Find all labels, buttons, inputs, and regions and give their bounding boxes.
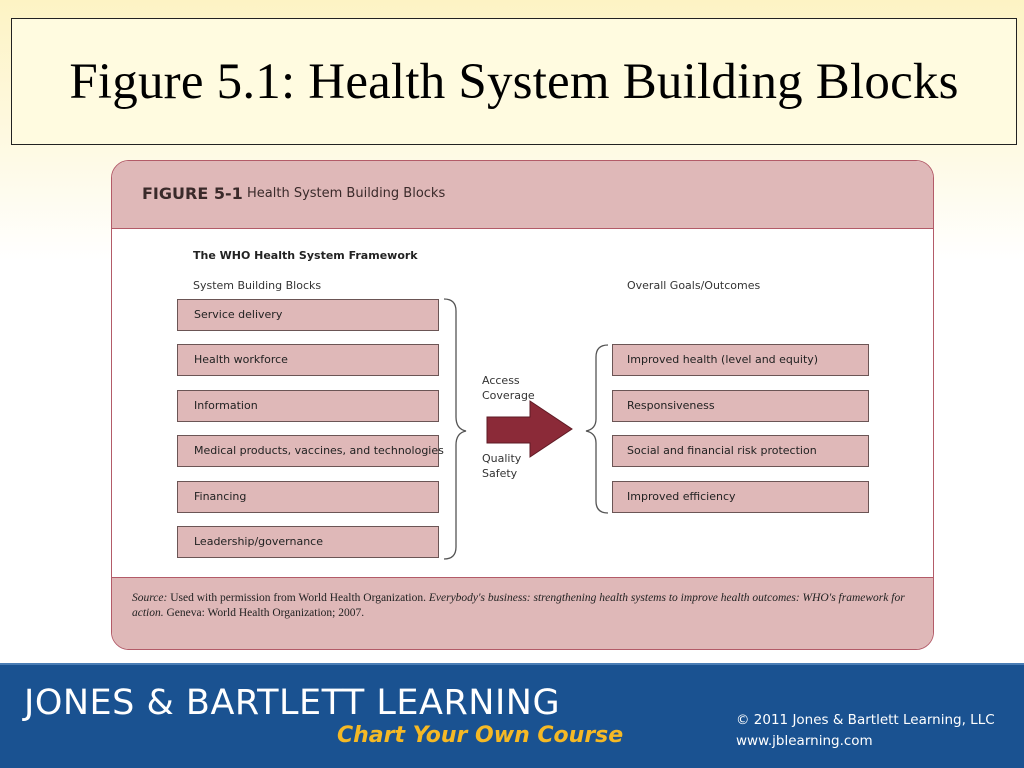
source-title: Everybody's business: strengthening health systems to improve health outcomes: WHO's framework for action. <box>132 592 905 619</box>
label-quality: Quality <box>482 452 522 465</box>
goal-improved-efficiency: Improved efficiency <box>612 481 869 513</box>
goal-risk-protection: Social and financial risk protection <box>612 435 869 467</box>
publisher-banner <box>0 663 1024 768</box>
label-safety: Safety <box>482 467 518 480</box>
website-text: www.jblearning.com <box>736 733 873 749</box>
label-access: Access <box>482 374 520 387</box>
source-prefix: Source: <box>132 592 168 604</box>
publisher-tagline: Chart Your Own Course <box>337 723 624 748</box>
goals-heading: Overall Goals/Outcomes <box>627 279 761 292</box>
arrow-label-top <box>482 373 535 403</box>
figure-panel <box>111 160 934 650</box>
source-text-1: Used with permission from World Health Organization. <box>167 592 429 604</box>
building-block-service-delivery: Service delivery <box>177 299 439 331</box>
slide-title-box <box>11 18 1017 145</box>
label-coverage: Coverage <box>482 389 535 402</box>
right-brace <box>586 345 608 513</box>
goal-improved-health: Improved health (level and equity) <box>612 344 869 376</box>
building-block-information: Information <box>177 390 439 422</box>
figure-caption: Health System Building Blocks <box>247 186 446 201</box>
arrow-label-bottom <box>482 451 521 481</box>
building-blocks-heading: System Building Blocks <box>193 279 322 292</box>
source-text-2: Geneva: World Health Organization; 2007. <box>163 607 365 619</box>
arrow-icon <box>487 401 572 457</box>
source-citation <box>132 591 917 621</box>
building-block-financing: Financing <box>177 481 439 513</box>
slide-title: Figure 5.1: Health System Building Blocks <box>69 53 959 110</box>
figure-label: FIGURE 5-1 <box>142 184 243 203</box>
building-block-medical-products: Medical products, vaccines, and technologies <box>177 435 439 467</box>
left-brace <box>444 299 466 559</box>
banner-divider <box>0 663 1024 665</box>
figure-footer <box>112 577 933 649</box>
copyright-text: © 2011 Jones & Bartlett Learning, LLC <box>736 712 995 728</box>
publisher-logo-text: JONES & BARTLETT LEARNING <box>24 683 561 723</box>
building-block-leadership: Leadership/governance <box>177 526 439 558</box>
framework-title: The WHO Health System Framework <box>193 249 418 262</box>
building-block-health-workforce: Health workforce <box>177 344 439 376</box>
copyright-block <box>736 710 995 752</box>
goal-responsiveness: Responsiveness <box>612 390 869 422</box>
